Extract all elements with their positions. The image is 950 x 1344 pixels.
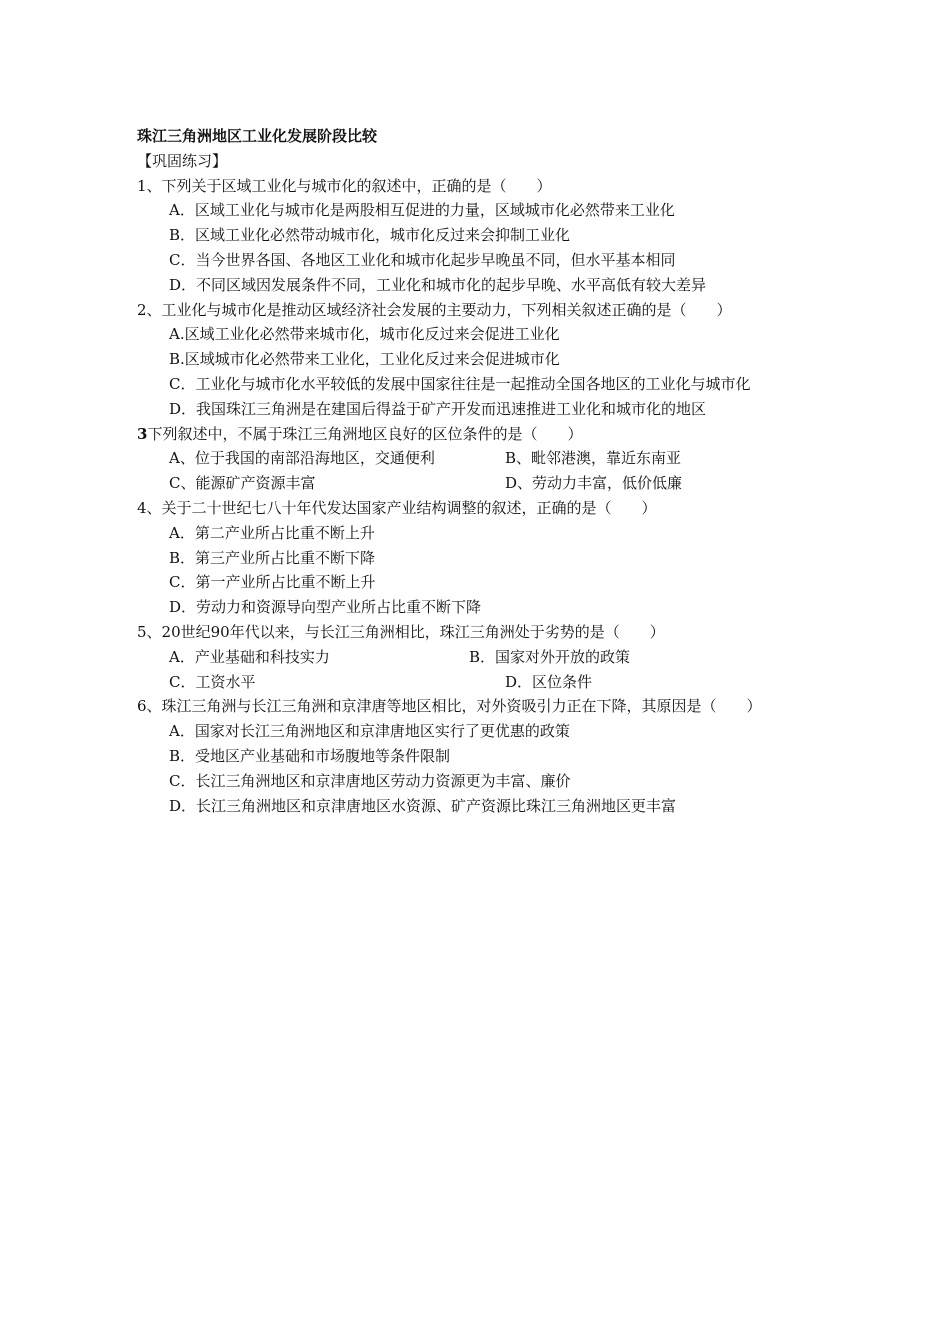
option-a: A．产业基础和科技实力	[169, 647, 330, 666]
question-stem: 2、工业化与城市化是推动区域经济社会发展的主要动力，下列相关叙述正确的是（ ）	[137, 300, 732, 319]
question-3	[137, 422, 817, 496]
option-d: D．不同区域因发展条件不同，工业化和城市化的起步早晚、水平高低有较大差异	[169, 275, 707, 294]
option-d: D．劳动力和资源导向型产业所占比重不断下降	[169, 598, 482, 617]
question-1	[137, 174, 817, 298]
question-stem: 6、珠江三角洲与长江三角洲和京津唐等地区相比，对外资吸引力正在下降，其原因是（ ）	[137, 697, 762, 716]
question-stem: 5、20世纪90年代以来，与长江三角洲相比，珠江三角洲处于劣势的是（ ）	[137, 622, 665, 641]
option-c: C．工资水平	[169, 672, 256, 691]
option-row	[137, 645, 817, 670]
option-c: C．长江三角洲地区和京津唐地区劳动力资源更为丰富、廉价	[169, 771, 571, 790]
option-a: A.区域工业化必然带来城市化，城市化反过来会促进工业化	[169, 325, 560, 344]
option-row	[137, 670, 817, 695]
option-b: B、毗邻港澳，靠近东南亚	[505, 449, 682, 468]
question-5	[137, 620, 817, 694]
option-b: B．区域工业化必然带动城市化，城市化反过来会抑制工业化	[169, 226, 571, 245]
option-d: D．区位条件	[505, 672, 593, 691]
question-2	[137, 298, 817, 422]
option-a: A．区域工业化与城市化是两股相互促进的力量，区域城市化必然带来工业化	[169, 201, 675, 220]
option-a: A．第二产业所占比重不断上升	[169, 523, 375, 542]
option-b: B.区域城市化必然带来工业化，工业化反过来会促进城市化	[169, 350, 560, 369]
option-b: B．第三产业所占比重不断下降	[169, 548, 376, 567]
question-4	[137, 496, 817, 620]
option-d: D．长江三角洲地区和京津唐地区水资源、矿产资源比珠江三角洲地区更丰富	[169, 796, 677, 815]
option-a: A、位于我国的南部沿海地区，交通便利	[169, 449, 435, 468]
question-6	[137, 694, 817, 818]
option-c: C．当今世界各国、各地区工业化和城市化起步早晚虽不同，但水平基本相同	[169, 250, 676, 269]
option-a: A．国家对长江三角洲地区和京津唐地区实行了更优惠的政策	[169, 722, 570, 741]
option-b: B．受地区产业基础和市场腹地等条件限制	[169, 746, 451, 765]
question-text: 下列叙述中，不属于珠江三角洲地区良好的区位条件的是（ ）	[147, 424, 583, 443]
option-c: C．工业化与城市化水平较低的发展中国家往往是一起推动全国各地区的工业化与城市化	[169, 374, 751, 393]
section-heading: 【巩固练习】	[137, 151, 228, 170]
question-stem: 1、下列关于区域工业化与城市化的叙述中，正确的是（ ）	[137, 176, 552, 195]
option-b: B．国家对外开放的政策	[469, 647, 631, 666]
question-stem: 4、关于二十世纪七八十年代发达国家产业结构调整的叙述，正确的是（ ）	[137, 498, 657, 517]
document-page	[137, 124, 817, 818]
option-c: C．第一产业所占比重不断上升	[169, 573, 376, 592]
option-row	[137, 471, 817, 496]
option-d: D．我国珠江三角洲是在建国后得益于矿产开发而迅速推进工业化和城市化的地区	[169, 399, 707, 418]
question-stem	[137, 422, 817, 447]
document-title: 珠江三角洲地区工业化发展阶段比较	[137, 127, 378, 145]
question-number: 3	[137, 424, 148, 443]
option-d: D、劳动力丰富，低价低廉	[505, 474, 683, 493]
option-c: C、能源矿产资源丰富	[169, 474, 316, 493]
option-row	[137, 446, 817, 471]
